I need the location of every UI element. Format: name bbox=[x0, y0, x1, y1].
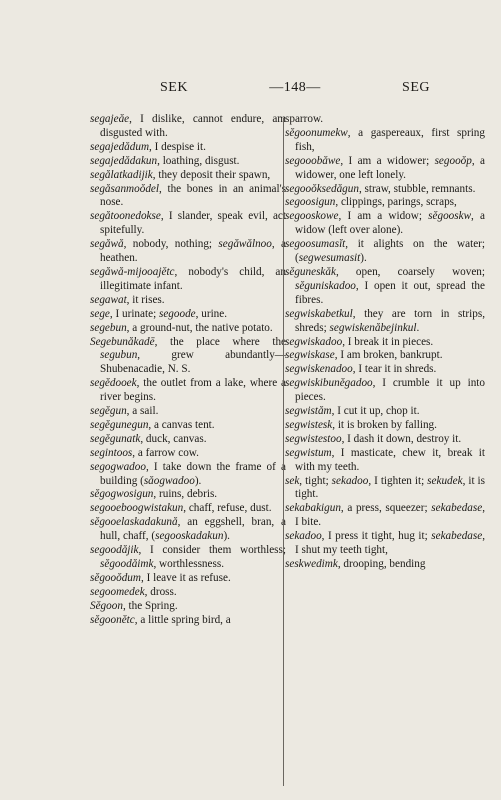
header-left-guide-word: SEK bbox=[160, 80, 188, 95]
dictionary-entry: segwistestoo, I dash it down, destroy it. bbox=[285, 432, 462, 445]
dictionary-entry: sĕgoonĕtc, a little spring bird, a bbox=[90, 613, 231, 626]
dictionary-entry: segwiskibunĕgadoo, I crumble it up into pieces. bbox=[285, 377, 485, 404]
dictionary-entry: segebun, a ground-nut, the native potato. bbox=[90, 321, 273, 334]
dictionary-entry: segĕdooek, the outlet from a lake, where a river begins. bbox=[90, 377, 286, 404]
dictionary-entry: segăwă, nobody, nothing; segăwălnoo, a heathen. bbox=[90, 238, 286, 265]
dictionary-entry: sege, I urinate; segoode, urine. bbox=[90, 307, 228, 320]
dictionary-entry: segwistum, I masticate, chew it, break it with my teeth. bbox=[285, 446, 485, 473]
dictionary-entry: segawat, it rises. bbox=[90, 293, 165, 306]
dictionary-entry: sek, tight; sekadoo, I tighten it; sekudek, it is tight. bbox=[285, 474, 486, 501]
dictionary-entry: segwistăm, I cut it up, chop it. bbox=[285, 405, 420, 418]
dictionary-entry: segooeboogwistakun, chaff, refuse, dust. bbox=[90, 502, 272, 515]
dictionary-entry: segwiskadoo, I break it in pieces. bbox=[285, 335, 434, 348]
dictionary-entry: segătoonedokse, I slander, speak evil, act spitefully. bbox=[90, 210, 286, 237]
dictionary-entry: segooŏksedăgun, straw, stubble, remnants. bbox=[285, 182, 476, 195]
dictionary-entry: segintoos, a farrow cow. bbox=[90, 446, 199, 459]
dictionary-entry: segĕgun, a sail. bbox=[90, 405, 159, 418]
dictionary-entry: segĕgunegun, a canvas tent. bbox=[90, 418, 215, 431]
running-header bbox=[160, 80, 430, 102]
dictionary-entry: segwistesk, it is broken by falling. bbox=[285, 418, 437, 431]
page-number: —148— bbox=[269, 80, 321, 95]
dictionary-entry: sĕgoonumekw, a gaspereaux, first spring fish, bbox=[285, 126, 485, 153]
dictionary-entry: sparrow. bbox=[285, 113, 324, 125]
dictionary-entry: sekabakigun, a press, squeezer; sekabedase, I bite. bbox=[285, 502, 485, 529]
dictionary-entry: segĕgunatk, duck, canvas. bbox=[90, 432, 207, 445]
dictionary-entry: segăsanmoŏdel, the bones in an animal's nose. bbox=[90, 182, 286, 209]
dictionary-entry: Sĕgoon, the Spring. bbox=[90, 599, 178, 612]
dictionary-entry: segoosumasĭt, it alights on the water; (segwesumasit). bbox=[285, 238, 485, 265]
dictionary-entry: segwiskabetkul, they are torn in strips, shreds; segwiskenăbejinkul. bbox=[285, 307, 485, 334]
dictionary-entry: segogwadoo, I take down the frame of a building (săogwadoo). bbox=[90, 460, 286, 487]
dictionary-entry: segwiskenadoo, I tear it in shreds. bbox=[285, 363, 437, 376]
dictionary-entry: sekadoo, I press it tight, hug it; sekabedase, I shut my teeth tight, bbox=[285, 530, 485, 557]
dictionary-entry: segălatkadijik, they deposit their spawn, bbox=[90, 168, 271, 181]
dictionary-entry: Segebunăkadē, the place where the segubun, grew abundantly—Shubenacadie, N. S. bbox=[90, 335, 286, 376]
dictionary-entry: segoomedek, dross. bbox=[90, 585, 177, 598]
right-column bbox=[285, 113, 485, 572]
column-divider bbox=[283, 118, 284, 786]
dictionary-entry: sĕgooelaskadakună, an eggshell, bran, a hull, chaff, (segooskadakun). bbox=[90, 516, 286, 543]
dictionary-entry: segoodăjik, I consider them worthless; sĕgoodăimk, worthlessness. bbox=[90, 544, 286, 570]
left-column bbox=[90, 113, 286, 628]
dictionary-entry: segooskowe, I am a widow; sĕgooskw, a widow (left over alone). bbox=[285, 210, 486, 237]
dictionary-entry: segăwă-mijooajĕtc, nobody's child, an illegitimate infant. bbox=[90, 265, 286, 292]
dictionary-entry: sĕgooŏdum, I leave it as refuse. bbox=[90, 571, 231, 584]
dictionary-entry: segajeăe, I dislike, cannot endure, am disgusted with. bbox=[90, 113, 286, 139]
dictionary-entry: segajedădakun, loathing, disgust. bbox=[90, 154, 240, 167]
dictionary-entry: sĕguneskăk, open, coarsely woven; sĕguniskadoo, I open it out, spread the fibres. bbox=[285, 265, 485, 306]
dictionary-entry: segooobăwe, I am a widower; segooŏp, a widower, one left lonely. bbox=[285, 154, 485, 181]
dictionary-entry: seskwedimk, drooping, bending bbox=[285, 558, 426, 570]
header-right-guide-word: SEG bbox=[402, 80, 430, 95]
dictionary-entry: sĕgogwosigun, ruins, debris. bbox=[90, 488, 218, 501]
dictionary-entry: segoosigun, clippings, parings, scraps, bbox=[285, 196, 457, 209]
dictionary-entry: segajedădum, I despise it. bbox=[90, 140, 206, 153]
dictionary-entry: segwiskase, I am broken, bankrupt. bbox=[285, 349, 443, 362]
